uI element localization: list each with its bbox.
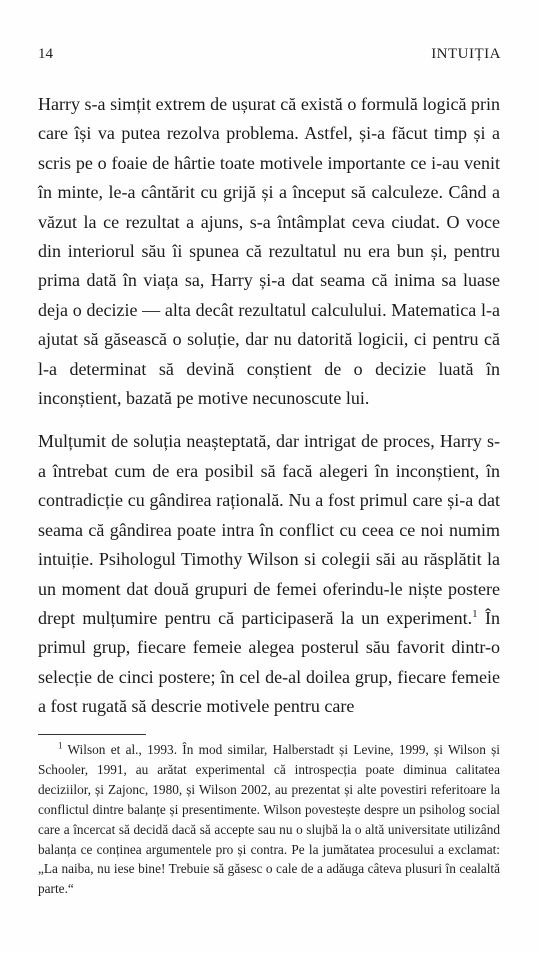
running-header [38, 46, 501, 68]
running-title: INTUIȚIA [431, 46, 501, 62]
paragraph-2-continuation: În primul grup, fiecare femeie alegea posterul său favorit dintr-o selecție de cinci postere; în cel de-al doilea grup, fiecare femeie a fost rugată să descrie motivele pentru care [38, 607, 500, 717]
body-text [38, 90, 500, 722]
footnote-reference[interactable]: 1 [472, 607, 478, 620]
paragraph-1: Harry s-a simțit extrem de ușurat că există o formulă logică prin care își va putea rezolva problema. Astfel, și-a făcut timp și a scris pe o foaie de hârtie toate motivele importante ce i-au venit în minte, le-a cântărit cu grijă și a început să calculeze. Când a văzut la ce rezultat a ajuns, s-a întâmplat ceva ciudat. O voce din interiorul său îi spunea că rezultatul nu era bun și, pentru prima dată în viața sa, Harry și-a dat seama că inima sa luase deja o decizie — alta decât rezultatul calculului. Matematica l-a ajutat să găsească o soluție, dar nu datorită logicii, ci pentru că l-a determinat să devină conștient de o decizie luată în inconștient, bazată pe motive necunoscute lui. [38, 94, 500, 409]
paragraph-2-text: Mulțumit de soluția neașteptată, dar intrigat de proces, Harry s-a întrebat cum de era posibil să facă alegeri în inconștient, în contradicție cu gândirea rațională. Nu a fost primul care și-a dat seama că gândirea poate intra în conflict cu ceea ce noi numim intuiție. Psihologul Timothy Wilson si colegii săi au răsplătit la un moment dat două grupuri de femei oferindu-le niște postere drept mulțumire pentru că participaseră la un experiment. [38, 431, 500, 628]
page-number: 14 [38, 46, 53, 62]
footnote [38, 740, 500, 899]
footnote-text: Wilson et al., 1993. În mod similar, Halberstadt și Levine, 1999, și Wilson și Schooler, 1991, au arătat experimental că introspecția poate diminua calitatea deciziilor, și Zajonc, 1980, și Wilson 2002, au prezentat și alte povestiri referitoare la conflictul dintre balanțe și presentimente. Wilson povestește despre un psiholog social care a încercat să decidă dacă să accepte sau nu o slujbă la o altă universitate utilizând balanța ce conținea argumentele pro și contra. Pe la jumătatea procesului a exclamat: „La naiba, nu iese bine! Trebuie să găsesc o cale de a adăuga câteva plusuri în cealaltă parte.“ [38, 742, 500, 897]
footnote-number: 1 [58, 740, 63, 751]
paragraph-2 [38, 427, 500, 721]
footnote-divider [38, 734, 146, 735]
